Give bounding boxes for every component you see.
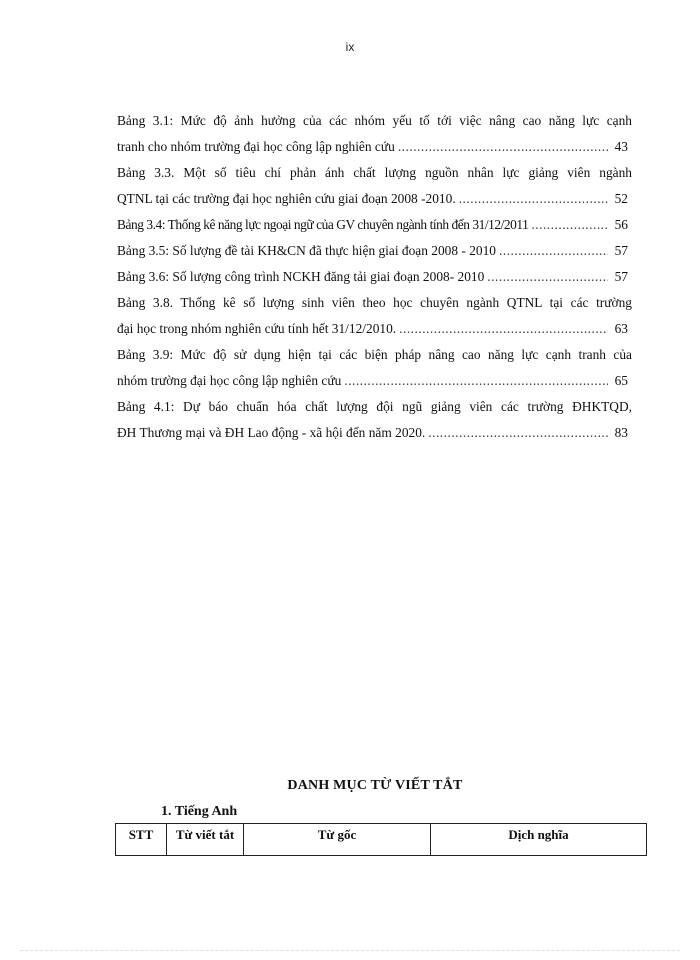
page-bottom-divider — [20, 950, 680, 951]
leader-dots — [428, 420, 607, 446]
toc-entry-text: Bảng 3.9: Mức độ sử dụng hiện tại các biện pháp nâng cao năng lực cạnh tranh của — [117, 347, 632, 362]
toc-entry-text: tranh cho nhóm trường đại học công lập nghiên cứu — [117, 139, 395, 154]
toc-entry-text: QTNL tại các trường đại học nghiên cứu giai đoạn 2008 -2010. — [117, 191, 456, 206]
toc-entry[interactable] — [117, 264, 632, 290]
toc-entry[interactable] — [117, 342, 632, 394]
column-header-translation: Dịch nghĩa — [431, 824, 647, 856]
toc-entry-text: đại học trong nhóm nghiên cứu tính hết 31/12/2010. — [117, 321, 397, 336]
toc-entry-text: Bảng 3.1: Mức độ ảnh hưởng của các nhóm yếu tố tới việc nâng cao năng lực cạnh — [117, 113, 632, 128]
toc-entry[interactable] — [117, 290, 632, 342]
leader-dots — [459, 186, 608, 212]
toc-page-number: 56 — [614, 217, 628, 232]
column-header-original: Từ gốc — [244, 824, 431, 856]
toc-entry-text: Bảng 3.3. Một số tiêu chí phản ánh chất lượng nguồn nhân lực giảng viên ngành — [117, 165, 632, 180]
toc-entry-text: Bảng 3.4: Thống kê năng lực ngoại ngữ của GV chuyên ngành tính đến 31/12/2011 — [117, 217, 529, 232]
toc-page-number: 63 — [614, 321, 628, 336]
leader-dots — [398, 134, 608, 160]
toc-entry[interactable] — [117, 108, 632, 160]
table-header-row — [116, 824, 647, 856]
toc-entry-text: Bảng 4.1: Dự báo chuẩn hóa chất lượng đội ngũ giảng viên các trường ĐHKTQD, — [117, 399, 632, 414]
column-header-stt: STT — [116, 824, 167, 856]
leader-dots — [399, 316, 607, 342]
abbreviations-heading: DANH MỤC TỪ VIẾT TẮT — [287, 778, 463, 793]
leader-dots — [531, 212, 607, 238]
toc-page-number: 83 — [614, 425, 628, 440]
leader-dots — [499, 238, 608, 264]
toc-entry-text: Bảng 3.5: Số lượng đề tài KH&CN đã thực hiện giai đoạn 2008 - 2010 — [117, 243, 497, 258]
toc-entry-text: Bảng 3.6: Số lượng công trình NCKH đăng tải giai đoạn 2008- 2010 — [117, 269, 485, 284]
table-of-tables — [117, 108, 632, 446]
toc-page-number: 43 — [614, 139, 628, 154]
column-header-abbreviation: Từ viết tắt — [167, 824, 244, 856]
toc-page-number: 65 — [614, 373, 628, 388]
toc-entry-text: Bảng 3.8. Thống kê số lượng sinh viên theo học chuyên ngành QTNL tại các trường — [117, 295, 632, 310]
leader-dots — [487, 264, 607, 290]
page-number: ix — [345, 40, 355, 54]
leader-dots — [344, 368, 607, 394]
toc-entry-text: ĐH Thương mại và ĐH Lao động - xã hội đến năm 2020. — [117, 425, 426, 440]
toc-page-number: 57 — [614, 269, 628, 284]
toc-entry[interactable] — [117, 212, 632, 238]
toc-entry[interactable] — [117, 394, 632, 446]
toc-entry[interactable] — [117, 238, 632, 264]
toc-page-number: 57 — [614, 243, 628, 258]
section-heading-english: 1. Tiếng Anh — [161, 804, 238, 819]
toc-entry-text: nhóm trường đại học công lập nghiên cứu — [117, 373, 342, 388]
toc-page-number: 52 — [614, 191, 628, 206]
abbreviations-table — [115, 823, 647, 856]
toc-entry[interactable] — [117, 160, 632, 212]
